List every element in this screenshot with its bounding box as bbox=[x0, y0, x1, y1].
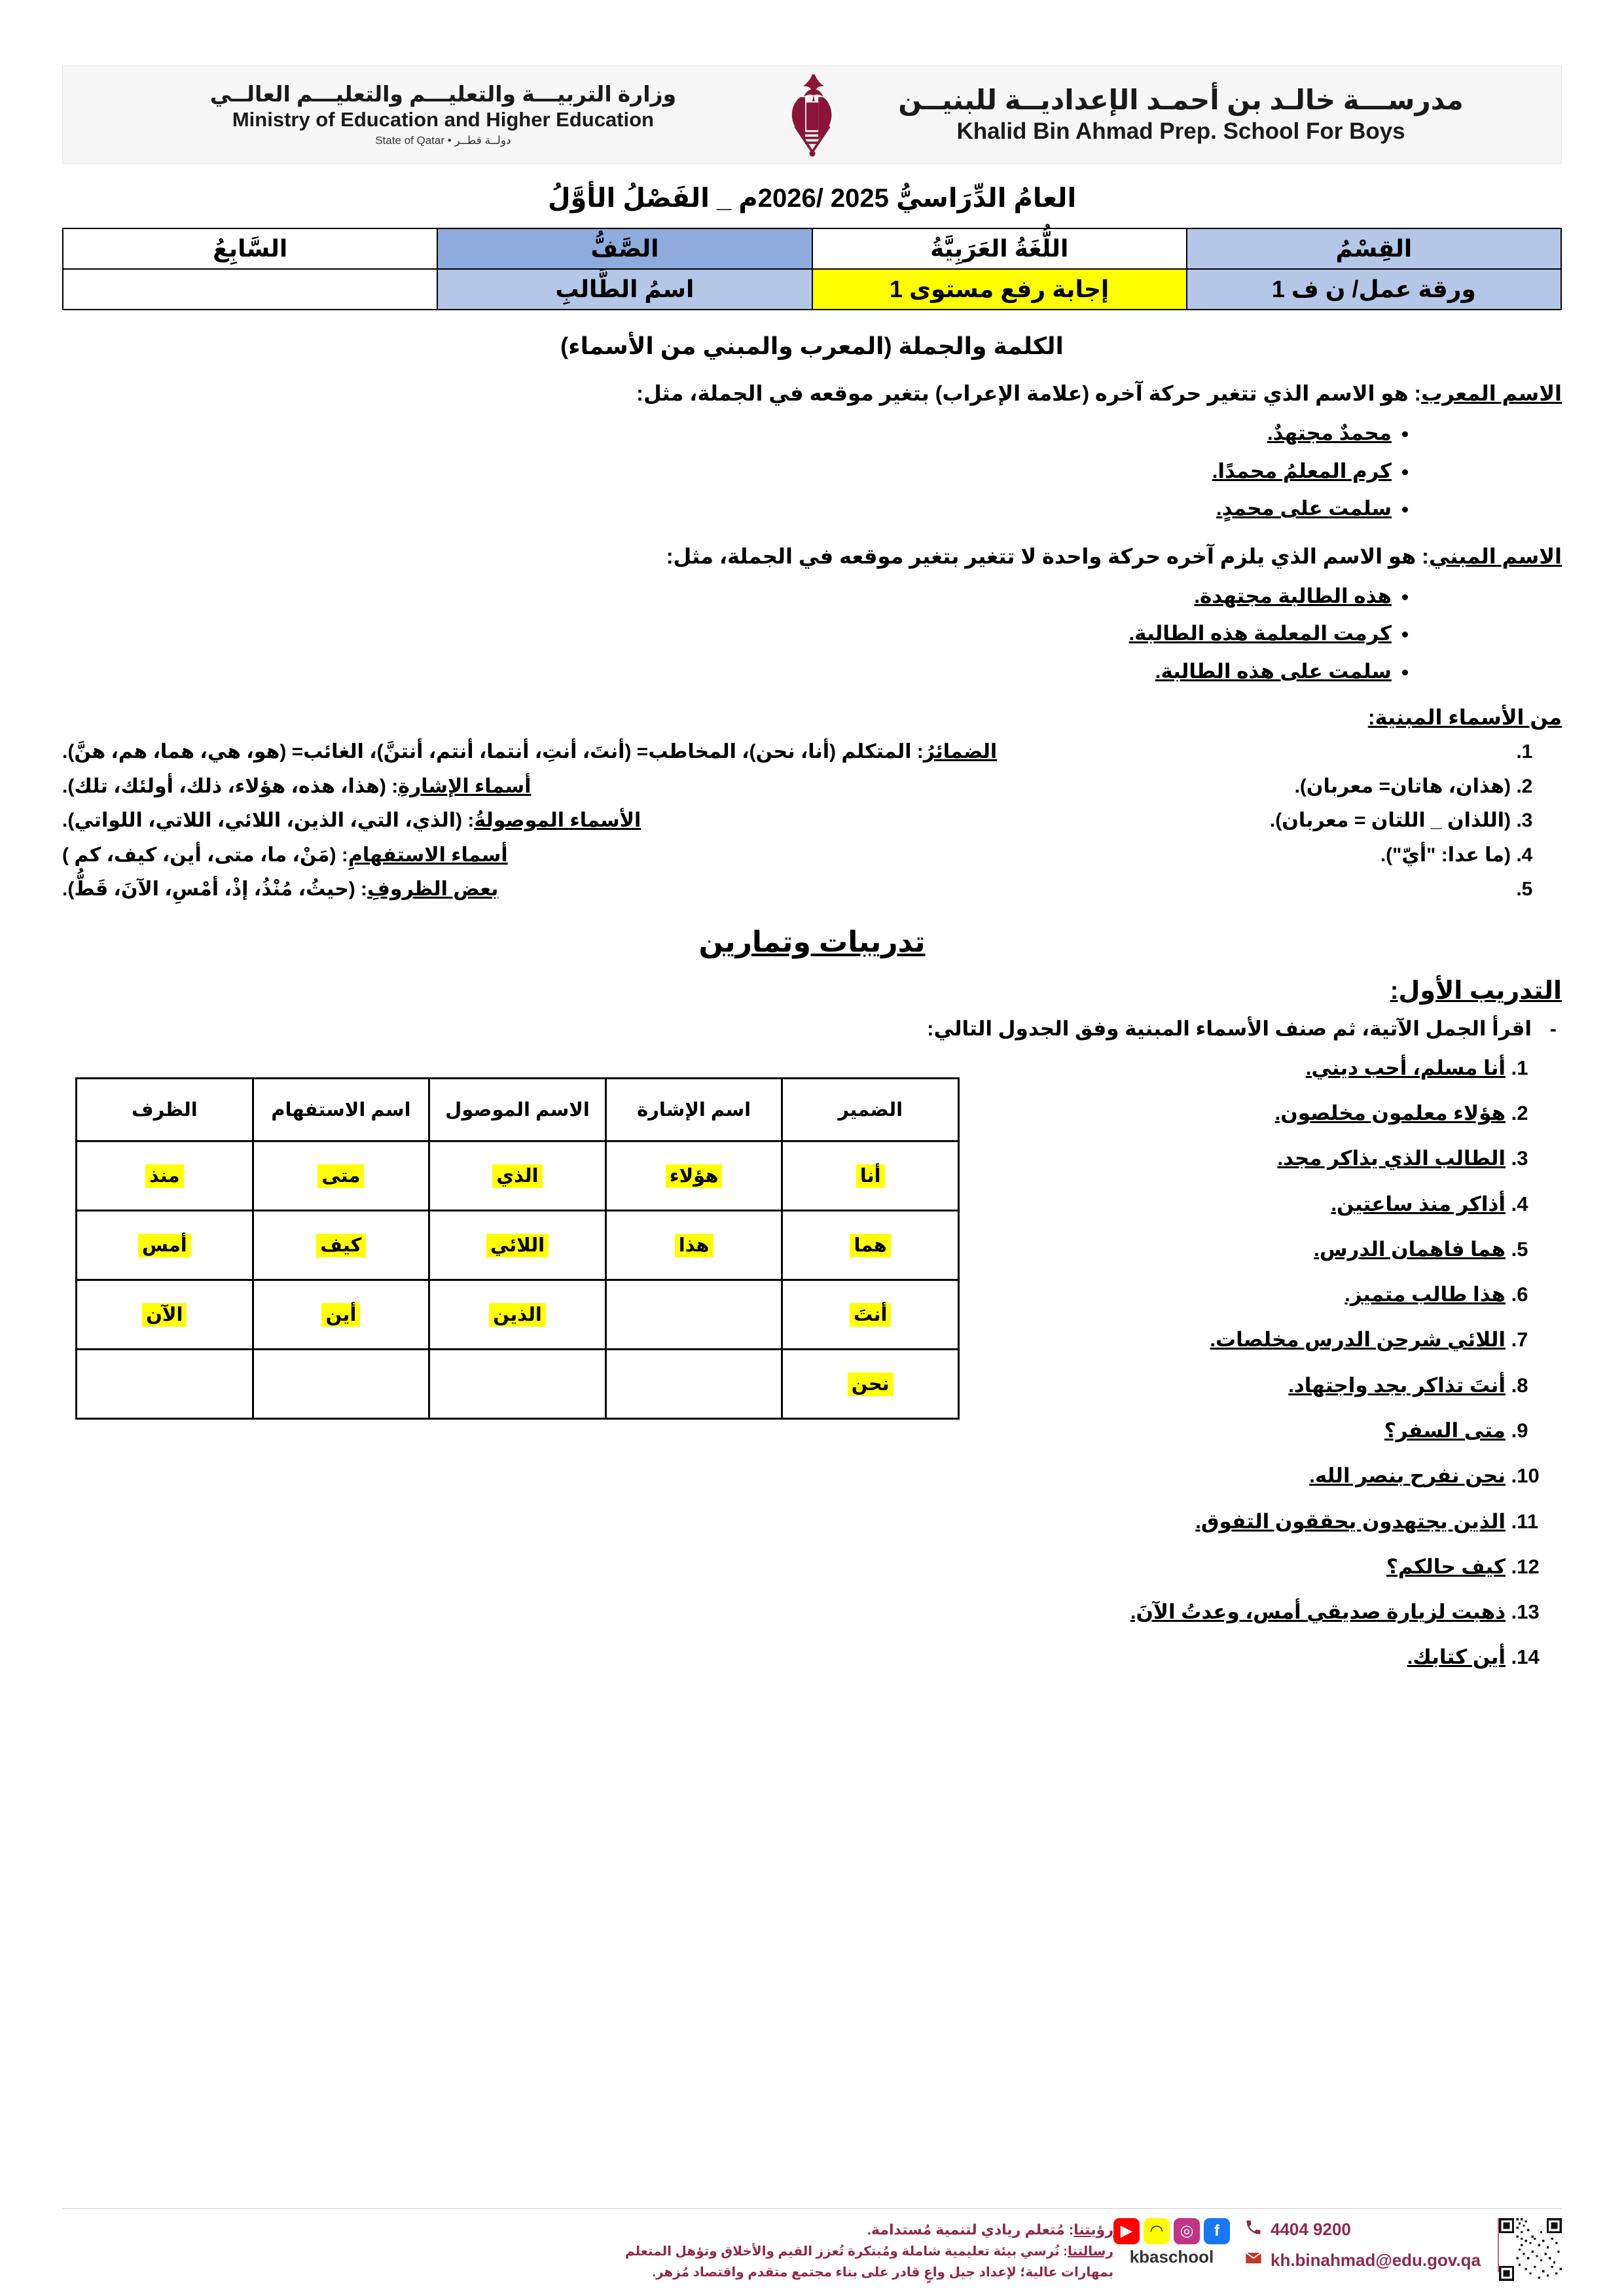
list-item bbox=[986, 1191, 1506, 1217]
column-header-zarf: الظرف bbox=[77, 1078, 253, 1141]
contact-block bbox=[1244, 2218, 1499, 2272]
info-cell-answer-key-badge: إجابة رفع مستوى 1 bbox=[812, 269, 1187, 310]
answer-cell-empty[interactable] bbox=[253, 1349, 429, 1418]
answer-cell[interactable] bbox=[605, 1210, 782, 1280]
list-item bbox=[986, 1327, 1506, 1353]
vision-label: رؤيتنا bbox=[1074, 2221, 1113, 2238]
table-row bbox=[77, 1210, 959, 1280]
answer-cell[interactable] bbox=[782, 1349, 959, 1418]
category-text: : (الذي، التي، الذين، اللائي، اللاتي، اللواتي). bbox=[62, 810, 475, 832]
list-item bbox=[986, 1372, 1506, 1399]
answer-cell[interactable] bbox=[77, 1210, 253, 1280]
sentence-text: متى السفر؟ bbox=[1384, 1419, 1506, 1442]
list-item bbox=[986, 1055, 1506, 1081]
example-text: سلمت على محمدٍ. bbox=[1216, 497, 1392, 520]
social-block bbox=[1113, 2218, 1244, 2267]
sentence-text: أنتَ تذاكر بجد واجتهاد. bbox=[1288, 1373, 1506, 1397]
answer-cell-empty[interactable] bbox=[605, 1280, 782, 1349]
table-row bbox=[77, 1349, 959, 1418]
vision-mission-block bbox=[62, 2218, 1113, 2283]
sentences-column bbox=[986, 1055, 1562, 1690]
list-item bbox=[62, 657, 1392, 685]
list-item bbox=[986, 1599, 1506, 1625]
definition-mabni-term: الاسم المبني bbox=[1428, 544, 1562, 568]
mission-text: : نُرسي بيئة تعليمية شاملة ومُبتكرة تُعزز القيم والأخلاق وتؤهل المتعلم bbox=[624, 2244, 1068, 2259]
info-cell-grade-value: السَّابِعُ bbox=[63, 228, 437, 269]
column-header-dameer: الضمير bbox=[782, 1078, 959, 1141]
category-text: : (هذا، هذه، هؤلاء، ذلك، أولئك، تلك). bbox=[62, 775, 399, 797]
drill-one-body bbox=[62, 1055, 1562, 1690]
category-content bbox=[62, 808, 641, 834]
definition-mabni-body: : هو الاسم الذي يلزم آخره حركة واحدة لا تتغير بتغير موقعه في الجملة، مثل: bbox=[666, 544, 1429, 568]
email-row bbox=[1244, 2249, 1481, 2272]
info-cell-student-name-field[interactable] bbox=[63, 269, 437, 310]
category-label: أسماء الإشارةِ bbox=[398, 775, 532, 797]
sentence-text: كيف حالكم؟ bbox=[1386, 1554, 1506, 1578]
envelope-icon bbox=[1244, 2249, 1263, 2272]
answer-cell[interactable] bbox=[782, 1210, 959, 1280]
sentence-text: هؤلاء معلمون مخلصون. bbox=[1274, 1101, 1506, 1124]
answer-cell[interactable] bbox=[782, 1280, 959, 1349]
example-text: كرم المعلمُ محمدًا. bbox=[1212, 459, 1392, 482]
classification-table-column bbox=[62, 1055, 960, 1420]
answer-cell-empty[interactable] bbox=[429, 1349, 606, 1418]
answer-cell[interactable] bbox=[253, 1141, 429, 1210]
list-item bbox=[986, 1418, 1506, 1444]
drill-one-title: التدريب الأول: bbox=[1390, 977, 1562, 1005]
answer-value: هذا bbox=[675, 1234, 713, 1257]
examples-murab-list bbox=[62, 419, 1392, 522]
answer-cell[interactable] bbox=[782, 1141, 959, 1210]
answer-value: هما bbox=[850, 1234, 890, 1257]
drills-section-title: تدريبات وتمارين bbox=[698, 925, 926, 958]
answer-value: أنا bbox=[856, 1164, 885, 1188]
column-header-isharah: اسم الإشارة bbox=[605, 1078, 782, 1141]
answer-value: أين bbox=[321, 1303, 360, 1327]
sentence-text: ذهبت لزيارة صديقي أمس، وعدتُ الآنَ. bbox=[1130, 1600, 1506, 1624]
answer-cell[interactable] bbox=[253, 1210, 429, 1280]
sentence-list bbox=[986, 1055, 1549, 1671]
info-table-row-1 bbox=[63, 228, 1561, 269]
answer-value: كيف bbox=[316, 1234, 365, 1257]
list-item bbox=[62, 739, 1511, 766]
ministry-name-english: Ministry of Education and Higher Education bbox=[232, 108, 654, 132]
phone-icon bbox=[1244, 2218, 1263, 2241]
list-item bbox=[986, 1145, 1506, 1172]
social-handle: kbaschool bbox=[1129, 2246, 1214, 2267]
list-item bbox=[986, 1100, 1506, 1126]
sentence-text: أين كتابك. bbox=[1407, 1645, 1506, 1669]
instagram-icon[interactable]: ◎ bbox=[1174, 2218, 1200, 2244]
classification-answers-table bbox=[75, 1077, 960, 1420]
mission-line bbox=[79, 2241, 1113, 2262]
worksheet-info-table bbox=[62, 228, 1562, 310]
answer-cell[interactable] bbox=[429, 1210, 606, 1280]
definition-murab bbox=[62, 378, 1562, 408]
category-content bbox=[62, 774, 531, 800]
answer-value: الآن bbox=[142, 1303, 187, 1327]
answer-cell[interactable] bbox=[429, 1280, 606, 1349]
qr-code-icon bbox=[1499, 2218, 1562, 2281]
definition-murab-body: : هو الاسم الذي تتغير حركة آخره (علامة الإعراب) بتغير موقعه في الجملة، مثل: bbox=[636, 382, 1422, 405]
info-table-row-2 bbox=[63, 269, 1561, 310]
academic-year-title: العامُ الدِّرَاسيُّ 2025 /2026م _ الفَصْلُ الأوَّلُ bbox=[547, 184, 1077, 213]
definition-mabni bbox=[62, 541, 1562, 571]
category-text: : المتكلم (أنا، نحن)، المخاطب= (أنتَ، أنتِ، أنتما، أنتم، أنتنَّ)، الغائب= (هو، هي، هما، هم، هنَّ). bbox=[62, 741, 924, 763]
sentence-text: أذاكر منذ ساعتين. bbox=[1331, 1192, 1506, 1215]
list-item bbox=[62, 774, 1511, 800]
list-item bbox=[62, 808, 1511, 834]
mission-label: رسالتنا bbox=[1067, 2244, 1113, 2259]
school-identity bbox=[852, 84, 1511, 145]
list-item bbox=[986, 1554, 1506, 1580]
mabni-categories-list bbox=[62, 739, 1542, 903]
example-text: كرمت المعلمة هذه الطالبة. bbox=[1128, 622, 1392, 645]
ministry-name-arabic: وزارة التربيـــة والتعليـــم والتعليـــم العالــي bbox=[209, 82, 677, 107]
sentence-text: الطالب الذي يذاكر مجد. bbox=[1277, 1147, 1506, 1170]
answer-value: منذ bbox=[145, 1164, 184, 1188]
answer-cell[interactable] bbox=[77, 1141, 253, 1210]
lesson-title: الكلمة والجملة (المعرب والمبني من الأسماء) bbox=[560, 332, 1064, 359]
youtube-icon[interactable]: ▶ bbox=[1113, 2218, 1140, 2244]
ministry-identity bbox=[113, 82, 772, 147]
list-item bbox=[986, 1644, 1506, 1670]
table-row bbox=[77, 1141, 959, 1210]
email-address[interactable]: kh.binahmad@edu.gov.qa bbox=[1270, 2250, 1481, 2270]
phone-row bbox=[1244, 2218, 1481, 2241]
list-item bbox=[986, 1509, 1506, 1535]
answer-cell-empty[interactable] bbox=[605, 1349, 782, 1418]
category-content bbox=[62, 842, 508, 869]
answer-cell[interactable] bbox=[429, 1141, 606, 1210]
list-item bbox=[62, 842, 1511, 869]
category-text: : (مَنْ، ما، متى، أين، كيف، كم ) bbox=[62, 844, 348, 866]
sentence-text: الذين يجتهدون يحققون التفوق. bbox=[1195, 1509, 1506, 1533]
answer-value: أنتَ bbox=[850, 1303, 892, 1327]
school-name-english: Khalid Bin Ahmad Prep. School For Boys bbox=[956, 118, 1405, 144]
category-content bbox=[62, 739, 997, 766]
sentence-text: أنا مسلم، أحب ديني. bbox=[1305, 1056, 1506, 1079]
list-item bbox=[986, 1463, 1506, 1489]
list-item bbox=[62, 619, 1392, 647]
category-note: 2. (هذان، هاتان= معربان). bbox=[1294, 775, 1511, 797]
list-item bbox=[62, 582, 1392, 610]
list-item bbox=[62, 876, 1511, 903]
info-cell-subject: اللُّغَةُ العَرَبِيَّةُ bbox=[812, 228, 1187, 269]
category-label: أسماء الاستفهامِ bbox=[348, 844, 508, 866]
phone-number[interactable]: 4404 9200 bbox=[1270, 2219, 1351, 2239]
answer-value: هؤلاء bbox=[666, 1164, 723, 1188]
vision-text: : مُتعلم ريادي لتنمية مُستدامة. bbox=[867, 2221, 1074, 2238]
category-label: بعض الظروفِ bbox=[367, 878, 499, 901]
examples-mabni-list bbox=[62, 582, 1392, 685]
info-cell-section-label: القِسْمُ bbox=[1187, 228, 1561, 269]
facebook-icon[interactable]: f bbox=[1204, 2218, 1230, 2244]
column-header-mawsool: الاسم الموصول bbox=[429, 1078, 606, 1141]
answer-value: الذي bbox=[492, 1164, 542, 1188]
example-text: هذه الطالبة مجتهدة. bbox=[1194, 584, 1392, 607]
school-name-arabic: مدرســـة خالـد بن أحمـد الإعداديــة للبنيــن bbox=[898, 84, 1464, 116]
social-icons-row bbox=[1113, 2218, 1230, 2244]
sentence-text: اللائي شرحن الدرس مخلصات. bbox=[1210, 1328, 1506, 1352]
answer-value: أمس bbox=[138, 1234, 191, 1257]
answer-cell[interactable] bbox=[77, 1280, 253, 1349]
mission-line-2: بمهارات عالية؛ لإعداد جيل واعٍ قادر على بناء مجتمع متقدم واقتصاد مُزهر. bbox=[652, 2265, 1113, 2280]
list-item bbox=[62, 419, 1392, 447]
info-cell-student-name-label: اسمُ الطَّالبِ bbox=[437, 269, 812, 310]
vision-line bbox=[79, 2218, 1113, 2241]
definition-murab-term: الاسم المعرب bbox=[1421, 382, 1562, 405]
list-item bbox=[986, 1236, 1506, 1263]
list-item bbox=[62, 494, 1392, 522]
answer-value: الذين bbox=[489, 1303, 546, 1327]
info-cell-worksheet-code: ورقة عمل/ ن ف 1 bbox=[1187, 269, 1561, 310]
sentence-text: هذا طالب متميز. bbox=[1344, 1283, 1506, 1306]
info-cell-grade-label: الصَّفُّ bbox=[437, 228, 812, 269]
mabni-categories-heading: من الأسماء المبنية: bbox=[1367, 706, 1562, 730]
category-label: الأسماء الموصولةُ bbox=[474, 810, 641, 832]
category-note: 3. (اللذان _ اللتان = معربان). bbox=[1269, 810, 1511, 832]
example-text: محمدٌ مجتهدٌ. bbox=[1267, 422, 1392, 445]
category-label: الضمائرُ bbox=[923, 741, 998, 763]
answer-value: اللائي bbox=[486, 1234, 549, 1257]
column-header-istifham: اسم الاستفهام bbox=[253, 1078, 429, 1141]
category-text: : (حيثُ، مُنْذُ، إذْ، أمْسِ، الآنَ، قَطُّ). bbox=[62, 878, 368, 901]
category-note: 4. (ما عدا: "أيّ"). bbox=[1380, 844, 1511, 866]
answer-value: نحن bbox=[848, 1372, 893, 1396]
answer-cell[interactable] bbox=[253, 1280, 429, 1349]
sentence-text: هما فاهمان الدرس. bbox=[1314, 1237, 1506, 1261]
page-footer bbox=[62, 2208, 1562, 2283]
answer-cell[interactable] bbox=[605, 1141, 782, 1210]
table-row bbox=[77, 1280, 959, 1349]
letterhead-banner bbox=[62, 65, 1562, 164]
answer-value: متى bbox=[317, 1164, 364, 1188]
category-content bbox=[62, 876, 498, 903]
table-header-row bbox=[77, 1078, 959, 1141]
drill-one-instruction: - اقرأ الجمل الآتية، ثم صنف الأسماء المبنية وفق الجدول التالي: bbox=[62, 1017, 1562, 1041]
answer-cell-empty[interactable] bbox=[77, 1349, 253, 1418]
state-label: دولــة قطــر • State of Qatar bbox=[375, 134, 511, 147]
list-item bbox=[62, 457, 1392, 485]
snapchat-icon[interactable]: ◠ bbox=[1144, 2218, 1170, 2244]
list-item bbox=[986, 1282, 1506, 1308]
example-text: سلمت على هذه الطالبة. bbox=[1155, 659, 1392, 683]
qatar-emblem-icon bbox=[773, 69, 852, 160]
sentence-text: نحن نفرح بنصر الله. bbox=[1309, 1464, 1506, 1488]
